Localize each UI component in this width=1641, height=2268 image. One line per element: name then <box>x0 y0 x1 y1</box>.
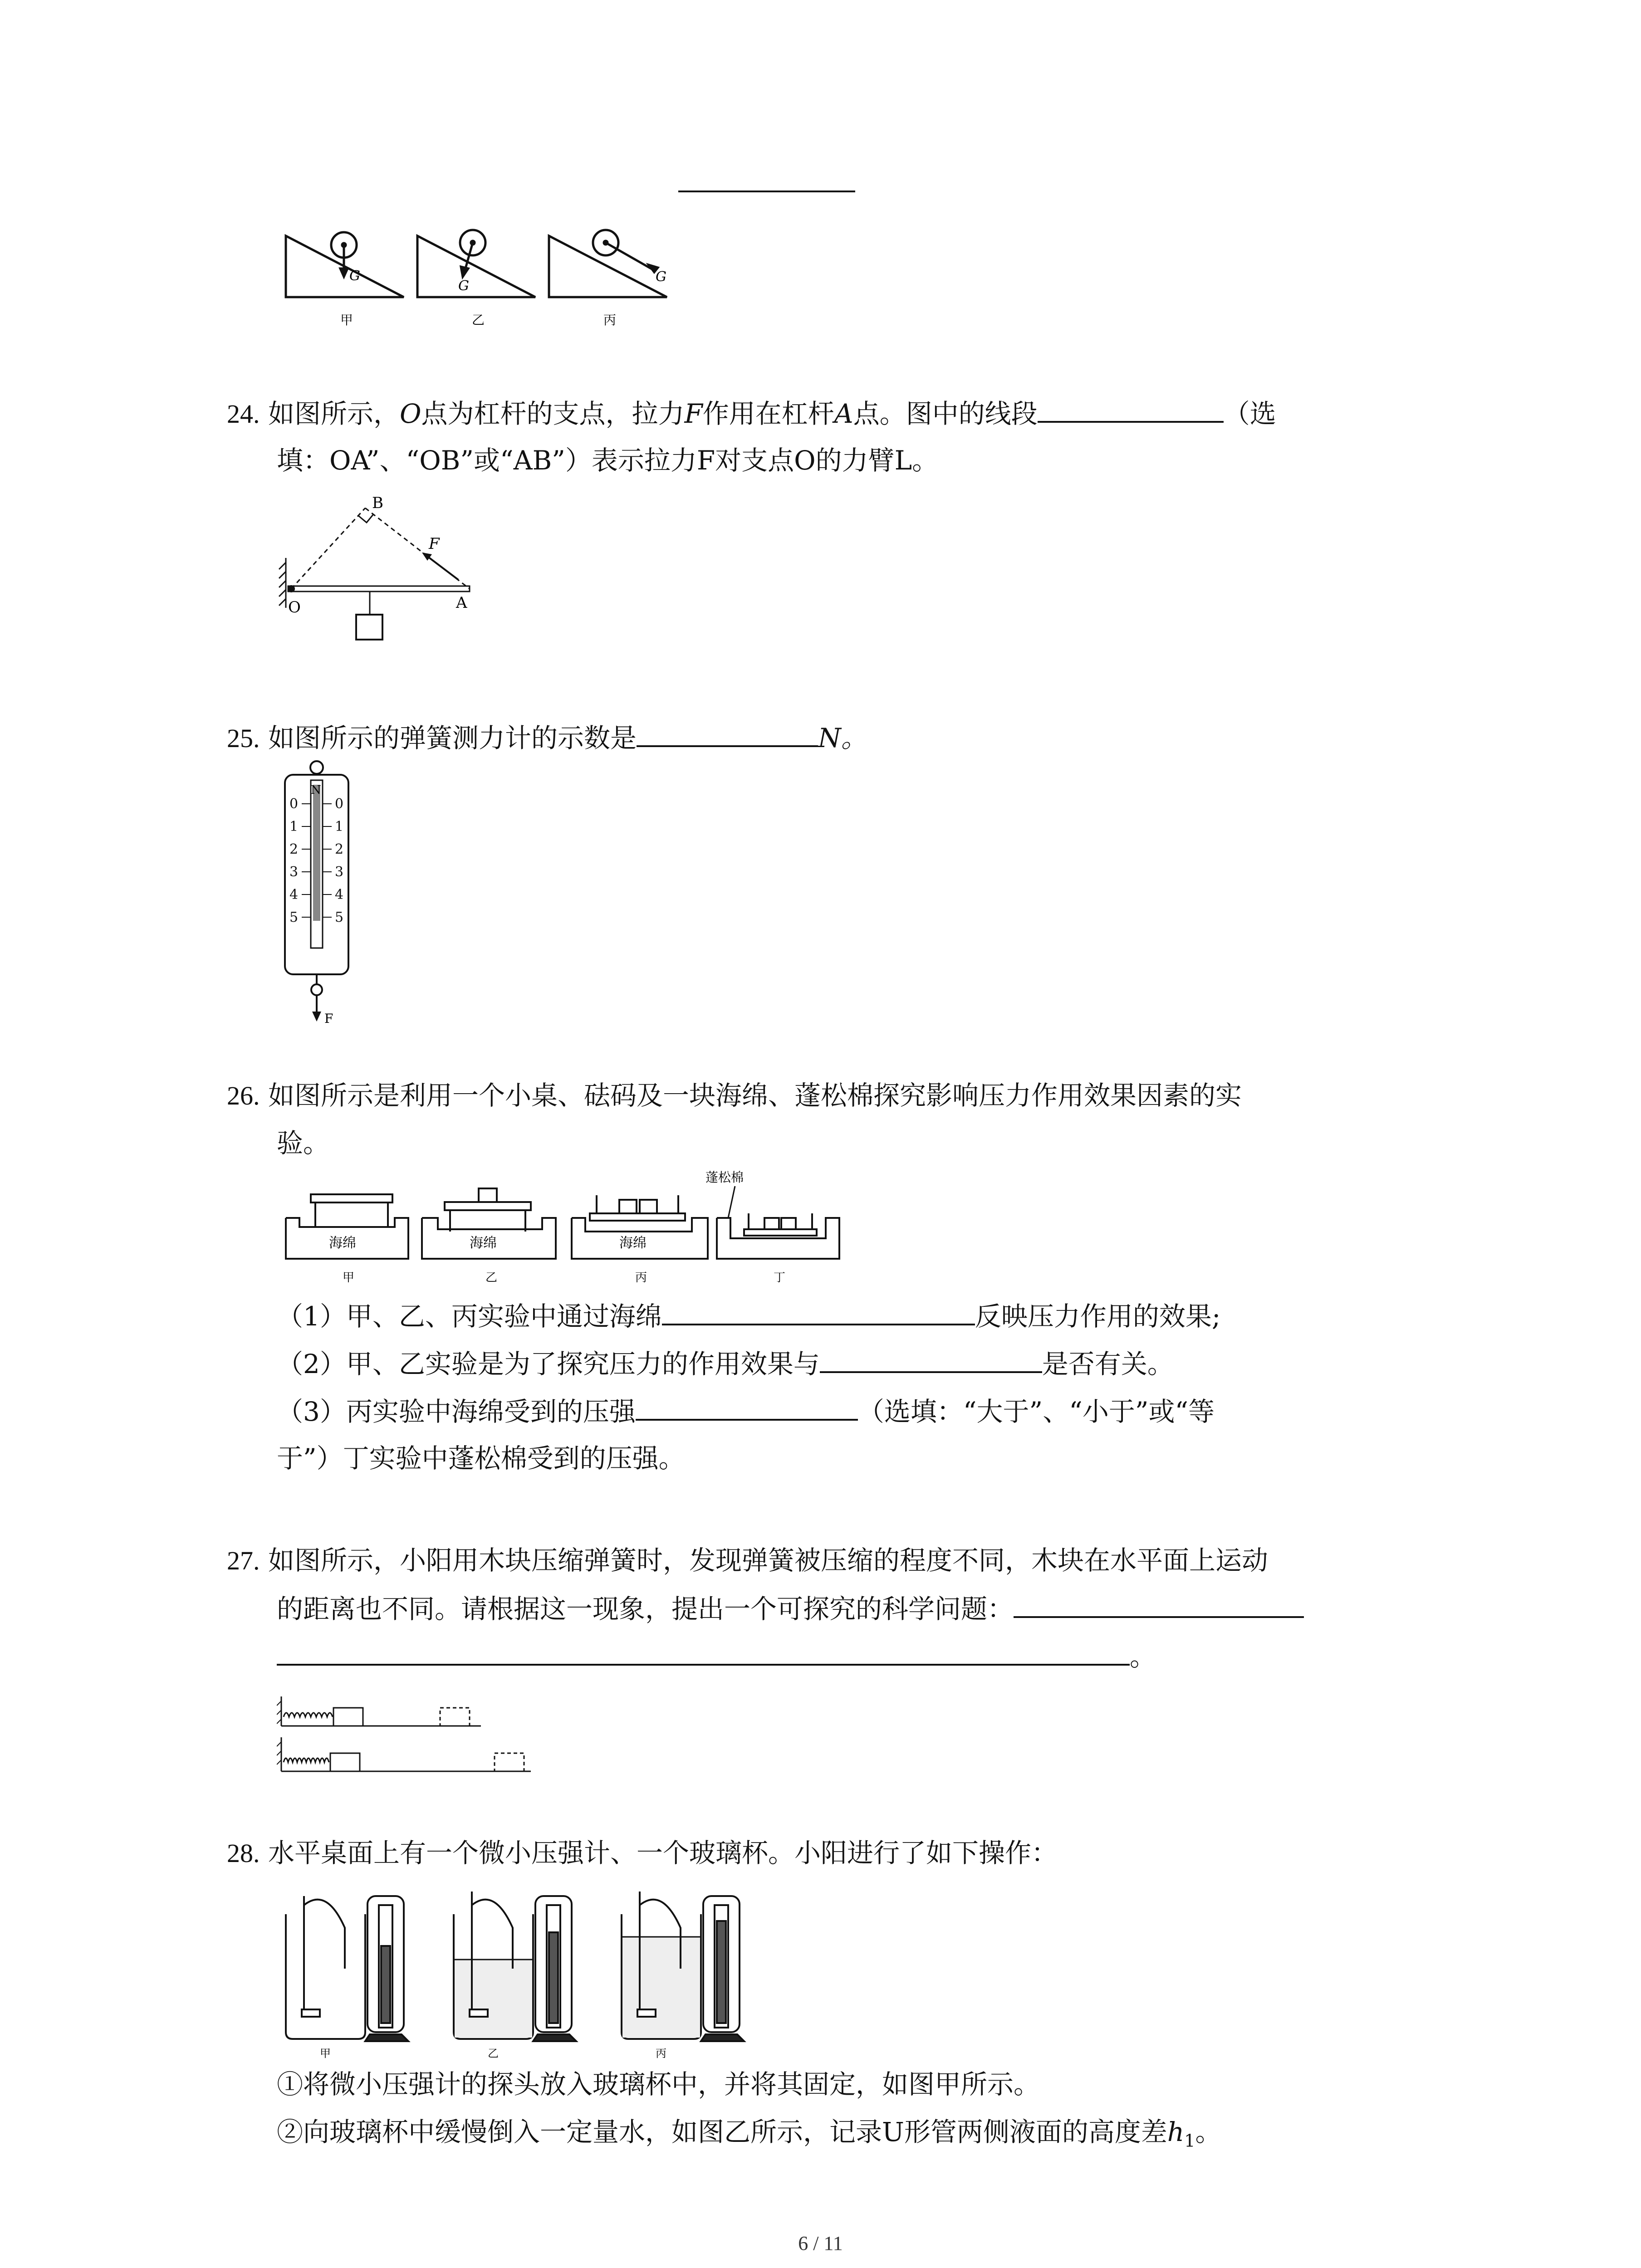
q28-step2: ②向玻璃杯中缓慢倒入一定量水，如图乙所示，记录U形管两侧液面的高度差$h_1$。 <box>277 2116 1222 2151</box>
unit-N: N <box>311 783 321 797</box>
svg-text:甲: 甲 <box>343 1271 355 1285</box>
q26-sub2-blank[interactable] <box>820 1345 1042 1373</box>
g-label-jia: G <box>349 268 360 284</box>
q27-spring-block-figure <box>277 1692 540 1783</box>
q23-answer-blank[interactable] <box>678 191 855 192</box>
q24-number: 24. <box>227 399 260 429</box>
q27-line3: 。 <box>277 1637 1156 1675</box>
q25-line1: 25. 如图所示的弹簧测力计的示数是 N。 <box>227 719 867 757</box>
svg-text:5: 5 <box>289 909 299 925</box>
incline-jia <box>286 232 404 297</box>
q26-sub1: （1）甲、乙、丙实验中通过海绵 反映压力作用的效果; <box>277 1297 1220 1334</box>
g-label-bing: G <box>656 269 666 285</box>
caption-jia: 甲 <box>340 313 353 327</box>
q27-answer-blank-1[interactable] <box>1014 1590 1304 1618</box>
label-force-F: F <box>324 1011 333 1026</box>
svg-text:1: 1 <box>335 819 344 835</box>
gauge-jia <box>286 1896 408 2041</box>
q24-line1: 24. 如图所示，O点为杠杆的支点，拉力F作用在杠杆A点。图中的线段 （选 <box>227 395 1276 432</box>
label-O: O <box>288 598 301 616</box>
svg-text:4: 4 <box>335 887 344 903</box>
q28-pressure-gauge-figures <box>277 1878 798 2059</box>
gauge-bing <box>622 1892 744 2041</box>
svg-text:丁: 丁 <box>774 1271 786 1285</box>
svg-text:海绵: 海绵 <box>470 1235 497 1251</box>
svg-text:3: 3 <box>335 864 344 880</box>
q24-lever-figure <box>268 490 504 658</box>
q27-answer-blank-2[interactable] <box>277 1637 1130 1666</box>
svg-text:甲: 甲 <box>320 2047 331 2059</box>
svg-text:海绵: 海绵 <box>329 1235 356 1251</box>
svg-text:乙: 乙 <box>488 2047 499 2059</box>
label-A: A <box>456 594 467 612</box>
svg-text:海绵: 海绵 <box>619 1235 647 1251</box>
svg-text:丙: 丙 <box>635 1271 647 1285</box>
q27-line1: 27. 如图所示，小阳用木块压缩弹簧时，发现弹簧被压缩的程度不同，木块在水平面上运动 <box>227 1545 1268 1576</box>
q26-line1: 26. 如图所示是利用一个小桌、砝码及一块海绵、蓬松棉探究影响压力作用效果因素的实 <box>227 1080 1242 1111</box>
label-B: B <box>372 494 383 512</box>
svg-text:0: 0 <box>335 796 344 812</box>
label-cotton: 蓬松棉 <box>705 1170 744 1185</box>
q25-answer-blank[interactable] <box>637 719 818 747</box>
q23-incline-figures <box>272 218 681 336</box>
incline-yi <box>417 230 535 297</box>
q28-step1: ①将微小压强计的探头放入玻璃杯中，并将其固定，如图甲所示。 <box>277 2069 1040 2100</box>
svg-text:5: 5 <box>335 909 344 925</box>
svg-text:4: 4 <box>289 887 299 903</box>
svg-text:0: 0 <box>289 796 299 812</box>
svg-text:3: 3 <box>289 864 299 880</box>
q27-number: 27. <box>227 1546 260 1575</box>
q26-pressure-figures <box>281 1168 853 1290</box>
gauge-yi <box>454 1892 576 2041</box>
q28-number: 28. <box>227 1838 260 1868</box>
svg-text:2: 2 <box>335 841 344 857</box>
svg-text:1: 1 <box>289 819 299 835</box>
q25-number: 25. <box>227 723 260 753</box>
q25-spring-scale-figure <box>277 758 367 1030</box>
q26-line2: 验。 <box>277 1128 330 1158</box>
g-label-yi: G <box>458 278 469 294</box>
q28-line1: 28. 水平桌面上有一个微小压强计、一个玻璃杯。小阳进行了如下操作： <box>227 1838 1058 1868</box>
caption-yi: 乙 <box>472 313 485 327</box>
q27-line2: 的距离也不同。请根据这一现象，提出一个可探究的科学问题： <box>277 1590 1304 1627</box>
page-number: 6 / 11 <box>798 2232 843 2254</box>
caption-bing: 丙 <box>603 313 617 327</box>
incline-bing <box>549 230 667 297</box>
q26-sub2: （2）甲、乙实验是为了探究压力的作用效果与 是否有关。 <box>277 1345 1174 1382</box>
q26-sub3: （3）丙实验中海绵受到的压强 （选填：“大于”、“小于”或“等 <box>277 1393 1215 1430</box>
q26-sub3-cont: 于”）丁实验中蓬松棉受到的压强。 <box>277 1443 685 1474</box>
q26-sub1-blank[interactable] <box>662 1297 975 1325</box>
q26-number: 26. <box>227 1081 260 1110</box>
svg-text:丙: 丙 <box>656 2047 666 2059</box>
q24-line2: 填：OA”、“OB”或“AB”）表示拉力F对支点O的力臂L。 <box>277 445 939 476</box>
svg-text:乙: 乙 <box>485 1271 498 1285</box>
q24-answer-blank[interactable] <box>1038 395 1224 423</box>
label-F: F <box>429 535 440 553</box>
svg-text:2: 2 <box>289 841 299 857</box>
q26-sub3-blank[interactable] <box>636 1393 858 1421</box>
